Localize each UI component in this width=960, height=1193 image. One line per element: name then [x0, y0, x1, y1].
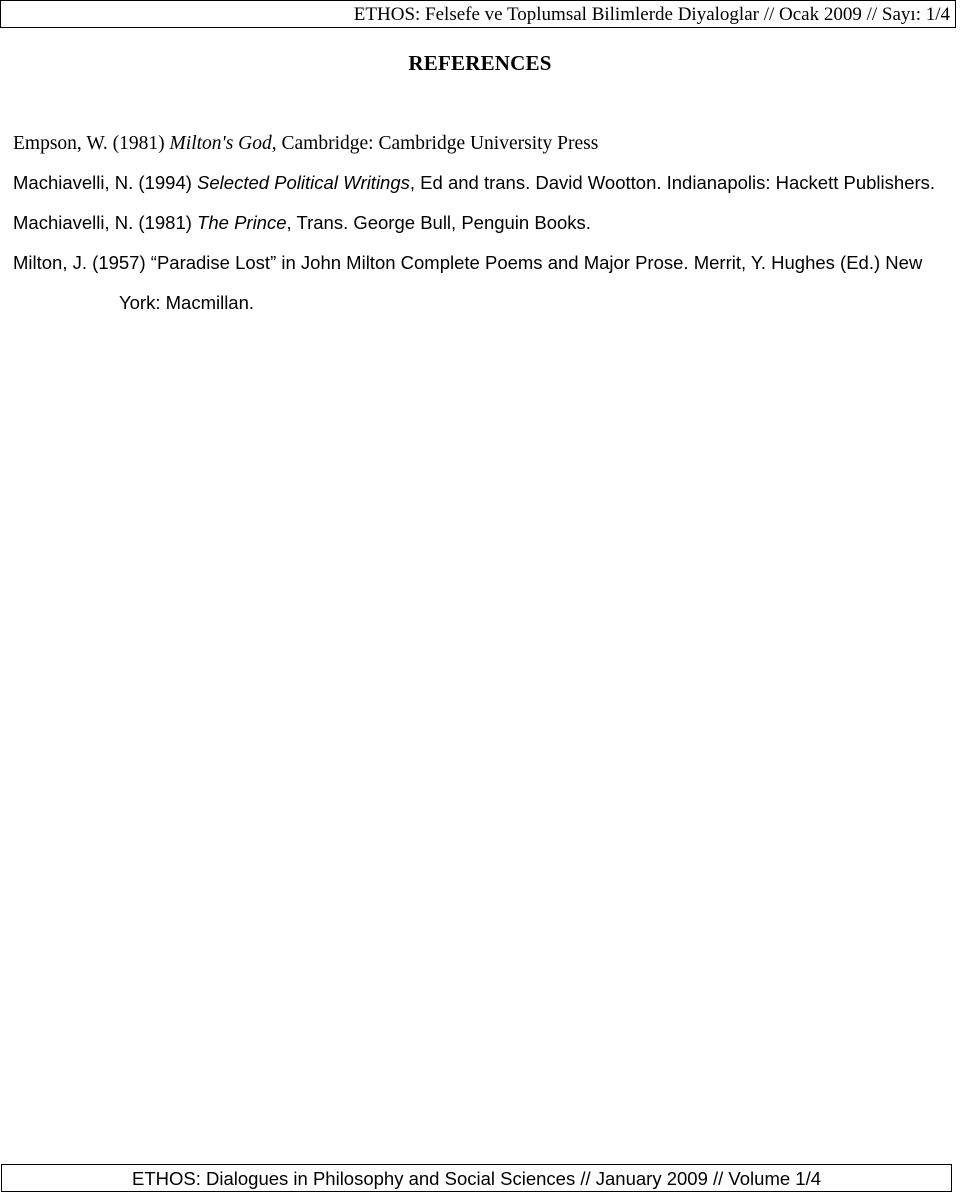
reference-title: Milton's God	[169, 133, 272, 154]
running-footer-text: ETHOS: Dialogues in Philosophy and Social Sciences // January 2009 // Volume 1/4	[132, 1168, 821, 1189]
reference-list	[13, 124, 958, 323]
reference-details: , Cambridge: Cambridge University Press	[271, 133, 599, 154]
reference-author-year: Machiavelli, N. (1981)	[13, 212, 198, 233]
reference-author-year: Machiavelli, N. (1994)	[13, 172, 198, 193]
running-header	[0, 0, 956, 28]
section-title: REFERENCES	[408, 51, 552, 75]
reference-title: The Prince	[197, 212, 287, 233]
reference-entry-machiavelli-1981	[13, 203, 958, 243]
running-footer	[1, 1164, 952, 1192]
reference-author-year: Empson, W. (1981)	[13, 133, 170, 154]
reference-entry-empson	[13, 124, 958, 163]
reference-details: , Ed and trans. David Wootton. Indianapolis: Hackett Publishers.	[409, 172, 936, 193]
running-header-text: ETHOS: Felsefe ve Toplumsal Bilimlerde Diyaloglar // Ocak 2009 // Sayı: 1/4	[353, 4, 950, 25]
reference-title: Selected Political Writings	[197, 172, 410, 193]
reference-title: “Paradise Lost”	[150, 252, 277, 273]
reference-details: , Trans. George Bull, Penguin Books.	[286, 212, 591, 233]
reference-details: in John Milton Complete Poems and Major Prose. Merrit, Y. Hughes (Ed.) New York: Macmillan.	[119, 252, 923, 313]
reference-author-year: Milton, J. (1957)	[13, 252, 151, 273]
reference-entry-machiavelli-1994	[13, 163, 958, 203]
reference-entry-milton	[13, 243, 958, 323]
